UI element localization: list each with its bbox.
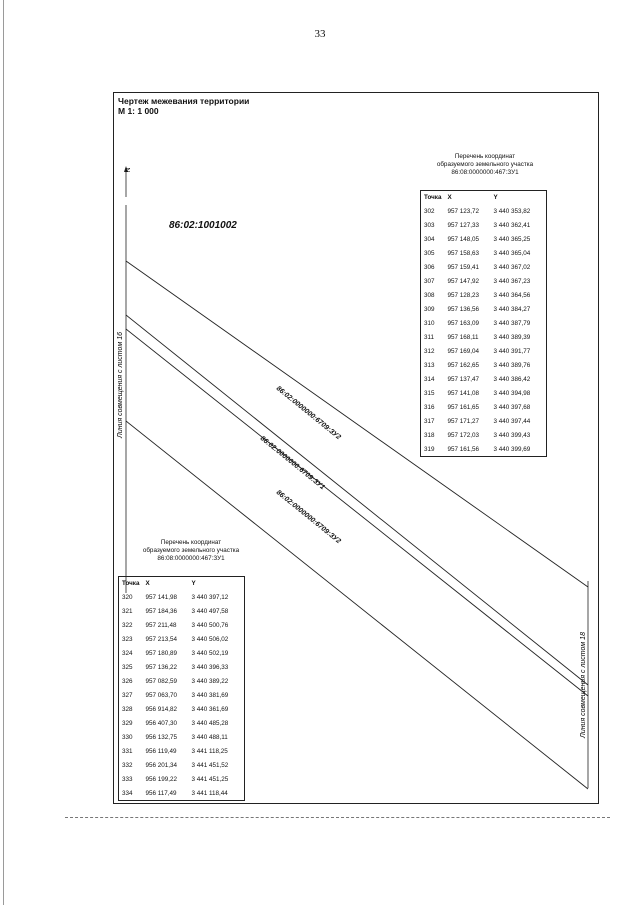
cell-x: 957 171,27 bbox=[447, 417, 479, 425]
cell-y: 3 440 386,42 bbox=[493, 375, 531, 383]
cell-y: 3 440 361,69 bbox=[191, 705, 229, 713]
col-header-x: X bbox=[145, 580, 150, 587]
cell-y: 3 440 394,98 bbox=[493, 389, 531, 397]
table-row bbox=[119, 618, 245, 632]
cell-point: 307 bbox=[424, 277, 435, 285]
cell-y: 3 440 502,19 bbox=[191, 649, 229, 657]
cell-x: 957 168,11 bbox=[447, 333, 479, 341]
cell-y: 3 440 399,43 bbox=[493, 431, 531, 439]
cell-point: 311 bbox=[424, 333, 435, 341]
col-header-point: Точка bbox=[122, 580, 140, 587]
coords-table-top bbox=[420, 190, 547, 457]
cell-point: 308 bbox=[424, 291, 435, 299]
cell-point: 329 bbox=[122, 719, 133, 727]
cell-x: 957 159,41 bbox=[447, 263, 479, 271]
table-row bbox=[421, 246, 547, 260]
table-row bbox=[421, 260, 547, 274]
col-header-y: Y bbox=[191, 580, 196, 587]
table-row bbox=[421, 330, 547, 344]
cell-y: 3 440 397,68 bbox=[493, 403, 531, 411]
cell-x: 957 147,92 bbox=[447, 277, 479, 285]
cell-y: 3 440 384,27 bbox=[493, 305, 531, 313]
cell-point: 315 bbox=[424, 389, 435, 397]
cell-point: 304 bbox=[424, 235, 435, 243]
cell-y: 3 440 397,44 bbox=[493, 417, 531, 425]
col-header-y: Y bbox=[493, 194, 498, 201]
table-row bbox=[421, 204, 547, 218]
coords-table-bottom bbox=[118, 576, 245, 801]
table-row bbox=[119, 786, 245, 801]
cell-x: 957 161,65 bbox=[447, 403, 479, 411]
cell-x: 957 211,48 bbox=[145, 621, 177, 629]
table-row bbox=[119, 772, 245, 786]
cell-y: 3 440 367,23 bbox=[493, 277, 531, 285]
cell-point: 313 bbox=[424, 361, 435, 369]
table-header-row bbox=[119, 577, 245, 591]
cell-x: 957 082,59 bbox=[145, 677, 177, 685]
table-row bbox=[421, 288, 547, 302]
table-row bbox=[421, 316, 547, 330]
table-row bbox=[119, 632, 245, 646]
cell-x: 957 136,56 bbox=[447, 305, 479, 313]
cell-x: 957 180,89 bbox=[145, 649, 177, 657]
cell-point: 326 bbox=[122, 677, 133, 685]
cell-x: 957 141,08 bbox=[447, 389, 479, 397]
table-row bbox=[421, 274, 547, 288]
cell-x: 957 127,33 bbox=[447, 221, 479, 229]
cell-y: 3 441 118,44 bbox=[191, 789, 228, 797]
caption-line: образуемого земельного участка bbox=[436, 161, 534, 168]
cell-y: 3 440 506,02 bbox=[191, 635, 229, 643]
cell-x: 956 914,82 bbox=[145, 705, 177, 713]
table-row bbox=[421, 372, 547, 386]
table-row bbox=[119, 758, 245, 772]
cell-point: 302 bbox=[424, 207, 435, 215]
cell-y: 3 440 365,04 bbox=[493, 249, 531, 257]
cell-x: 957 169,04 bbox=[447, 347, 479, 355]
table-row bbox=[119, 702, 245, 716]
match-line-right-label: Линия совмещения с листом 18 bbox=[580, 632, 587, 738]
cell-point: 309 bbox=[424, 305, 435, 313]
cell-point: 317 bbox=[424, 417, 435, 425]
cell-x: 956 132,75 bbox=[145, 733, 177, 741]
cell-point: 319 bbox=[424, 445, 435, 453]
cell-x: 957 123,72 bbox=[447, 207, 479, 215]
cell-point: 310 bbox=[424, 319, 435, 327]
coords-table-top-wrap bbox=[420, 190, 547, 457]
parcel-label-2: 86:02:0000000:6709:ЗУ1 bbox=[258, 435, 326, 492]
cell-x: 956 199,22 bbox=[145, 775, 177, 783]
cell-x: 957 158,63 bbox=[447, 249, 479, 257]
cell-point: 327 bbox=[122, 691, 133, 699]
cell-y: 3 440 391,77 bbox=[493, 347, 531, 355]
caption-line: 86:08:0000000:467:ЗУ1 bbox=[451, 169, 519, 176]
parcel-label-3: 86:02:0000000:6709:ЗУ2 bbox=[274, 489, 342, 546]
cell-y: 3 440 396,33 bbox=[191, 663, 229, 671]
cell-point: 321 bbox=[122, 607, 133, 615]
table-row bbox=[119, 646, 245, 660]
cell-x: 956 117,49 bbox=[145, 789, 177, 797]
cell-x: 957 148,05 bbox=[447, 235, 479, 243]
table-row bbox=[421, 358, 547, 372]
table-row bbox=[119, 688, 245, 702]
cell-y: 3 440 389,22 bbox=[191, 677, 229, 685]
table-row bbox=[421, 400, 547, 414]
drawing-scale: М 1: 1 000 bbox=[118, 106, 159, 116]
cell-point: 332 bbox=[122, 761, 133, 769]
coords-caption-top bbox=[410, 153, 560, 177]
cell-y: 3 440 387,79 bbox=[493, 319, 531, 327]
cell-point: 316 bbox=[424, 403, 435, 411]
cell-point: 328 bbox=[122, 705, 133, 713]
table-row bbox=[119, 660, 245, 674]
cell-y: 3 440 389,39 bbox=[493, 333, 531, 341]
table-row bbox=[421, 428, 547, 442]
coords-table-bottom-wrap bbox=[118, 576, 245, 801]
table-row bbox=[119, 730, 245, 744]
cell-y: 3 440 485,28 bbox=[191, 719, 229, 727]
quarter-label: 86:02:1001002 bbox=[169, 220, 237, 231]
table-row bbox=[421, 344, 547, 358]
cell-point: 320 bbox=[122, 593, 133, 601]
cell-y: 3 441 451,52 bbox=[191, 761, 229, 769]
cell-y: 3 440 497,58 bbox=[191, 607, 229, 615]
cell-point: 322 bbox=[122, 621, 133, 629]
table-row bbox=[421, 232, 547, 246]
cell-x: 957 163,09 bbox=[447, 319, 479, 327]
cell-y: 3 441 451,25 bbox=[191, 775, 229, 783]
cell-y: 3 440 399,69 bbox=[493, 445, 531, 453]
cell-point: 331 bbox=[122, 747, 133, 755]
scan-edge bbox=[3, 0, 4, 905]
cell-x: 957 184,36 bbox=[145, 607, 177, 615]
parcel-label-1: 86:02:0000000:6709:ЗУ2 bbox=[274, 385, 342, 442]
table-row bbox=[421, 302, 547, 316]
table-row bbox=[421, 218, 547, 232]
table-row bbox=[119, 716, 245, 730]
caption-line: 86:08:0000000:467:ЗУ1 bbox=[157, 555, 225, 562]
cell-x: 957 136,22 bbox=[145, 663, 177, 671]
cell-y: 3 440 381,69 bbox=[191, 691, 229, 699]
cell-y: 3 440 365,25 bbox=[493, 235, 531, 243]
cell-x: 957 128,23 bbox=[447, 291, 479, 299]
cell-point: 314 bbox=[424, 375, 435, 383]
cell-point: 334 bbox=[122, 789, 133, 797]
cell-y: 3 440 389,76 bbox=[493, 361, 531, 369]
cell-point: 305 bbox=[424, 249, 435, 257]
cell-x: 957 172,03 bbox=[447, 431, 479, 439]
cell-y: 3 440 488,11 bbox=[191, 733, 228, 741]
cell-y: 3 440 397,12 bbox=[191, 593, 229, 601]
table-row bbox=[421, 386, 547, 400]
table-row bbox=[119, 604, 245, 618]
cell-y: 3 440 353,82 bbox=[493, 207, 531, 215]
table-row bbox=[421, 414, 547, 428]
cell-y: 3 440 367,02 bbox=[493, 263, 531, 271]
cell-point: 324 bbox=[122, 649, 133, 657]
cell-y: 3 440 364,56 bbox=[493, 291, 531, 299]
caption-line: образуемого земельного участка bbox=[142, 547, 240, 554]
cell-x: 957 213,54 bbox=[145, 635, 177, 643]
cell-point: 312 bbox=[424, 347, 435, 355]
cell-point: 323 bbox=[122, 635, 133, 643]
cell-x: 956 201,34 bbox=[145, 761, 177, 769]
cell-point: 333 bbox=[122, 775, 133, 783]
north-label: N bbox=[126, 167, 132, 172]
cell-point: 325 bbox=[122, 663, 133, 671]
cell-y: 3 440 362,41 bbox=[493, 221, 531, 229]
cell-point: 330 bbox=[122, 733, 133, 741]
cell-x: 956 119,49 bbox=[145, 747, 177, 755]
cell-y: 3 440 500,76 bbox=[191, 621, 229, 629]
col-header-point: Точка bbox=[424, 194, 442, 201]
footer-rule bbox=[65, 817, 610, 818]
coords-caption-bottom bbox=[116, 539, 266, 563]
caption-line: Перечень координат bbox=[160, 539, 222, 546]
page-number: 33 bbox=[314, 28, 326, 40]
cell-x: 957 137,47 bbox=[447, 375, 479, 383]
table-header-row bbox=[421, 191, 547, 205]
cell-x: 957 141,98 bbox=[145, 593, 177, 601]
cell-x: 957 063,70 bbox=[145, 691, 177, 699]
cell-x: 957 162,65 bbox=[447, 361, 479, 369]
caption-line: Перечень координат bbox=[454, 153, 516, 160]
drawing-sheet bbox=[113, 92, 599, 804]
table-row bbox=[119, 590, 245, 604]
table-row bbox=[421, 442, 547, 457]
drawing-title: Чертеж межевания территории bbox=[118, 96, 250, 106]
table-row bbox=[119, 744, 245, 758]
table-row bbox=[119, 674, 245, 688]
cell-point: 303 bbox=[424, 221, 435, 229]
cell-x: 956 407,30 bbox=[145, 719, 177, 727]
cell-y: 3 441 118,25 bbox=[191, 747, 228, 755]
cell-point: 306 bbox=[424, 263, 435, 271]
match-line-left-label: Линия совмещения с листом 16 bbox=[117, 332, 124, 438]
cell-x: 957 161,56 bbox=[447, 445, 479, 453]
cell-point: 318 bbox=[424, 431, 435, 439]
col-header-x: X bbox=[447, 194, 452, 201]
